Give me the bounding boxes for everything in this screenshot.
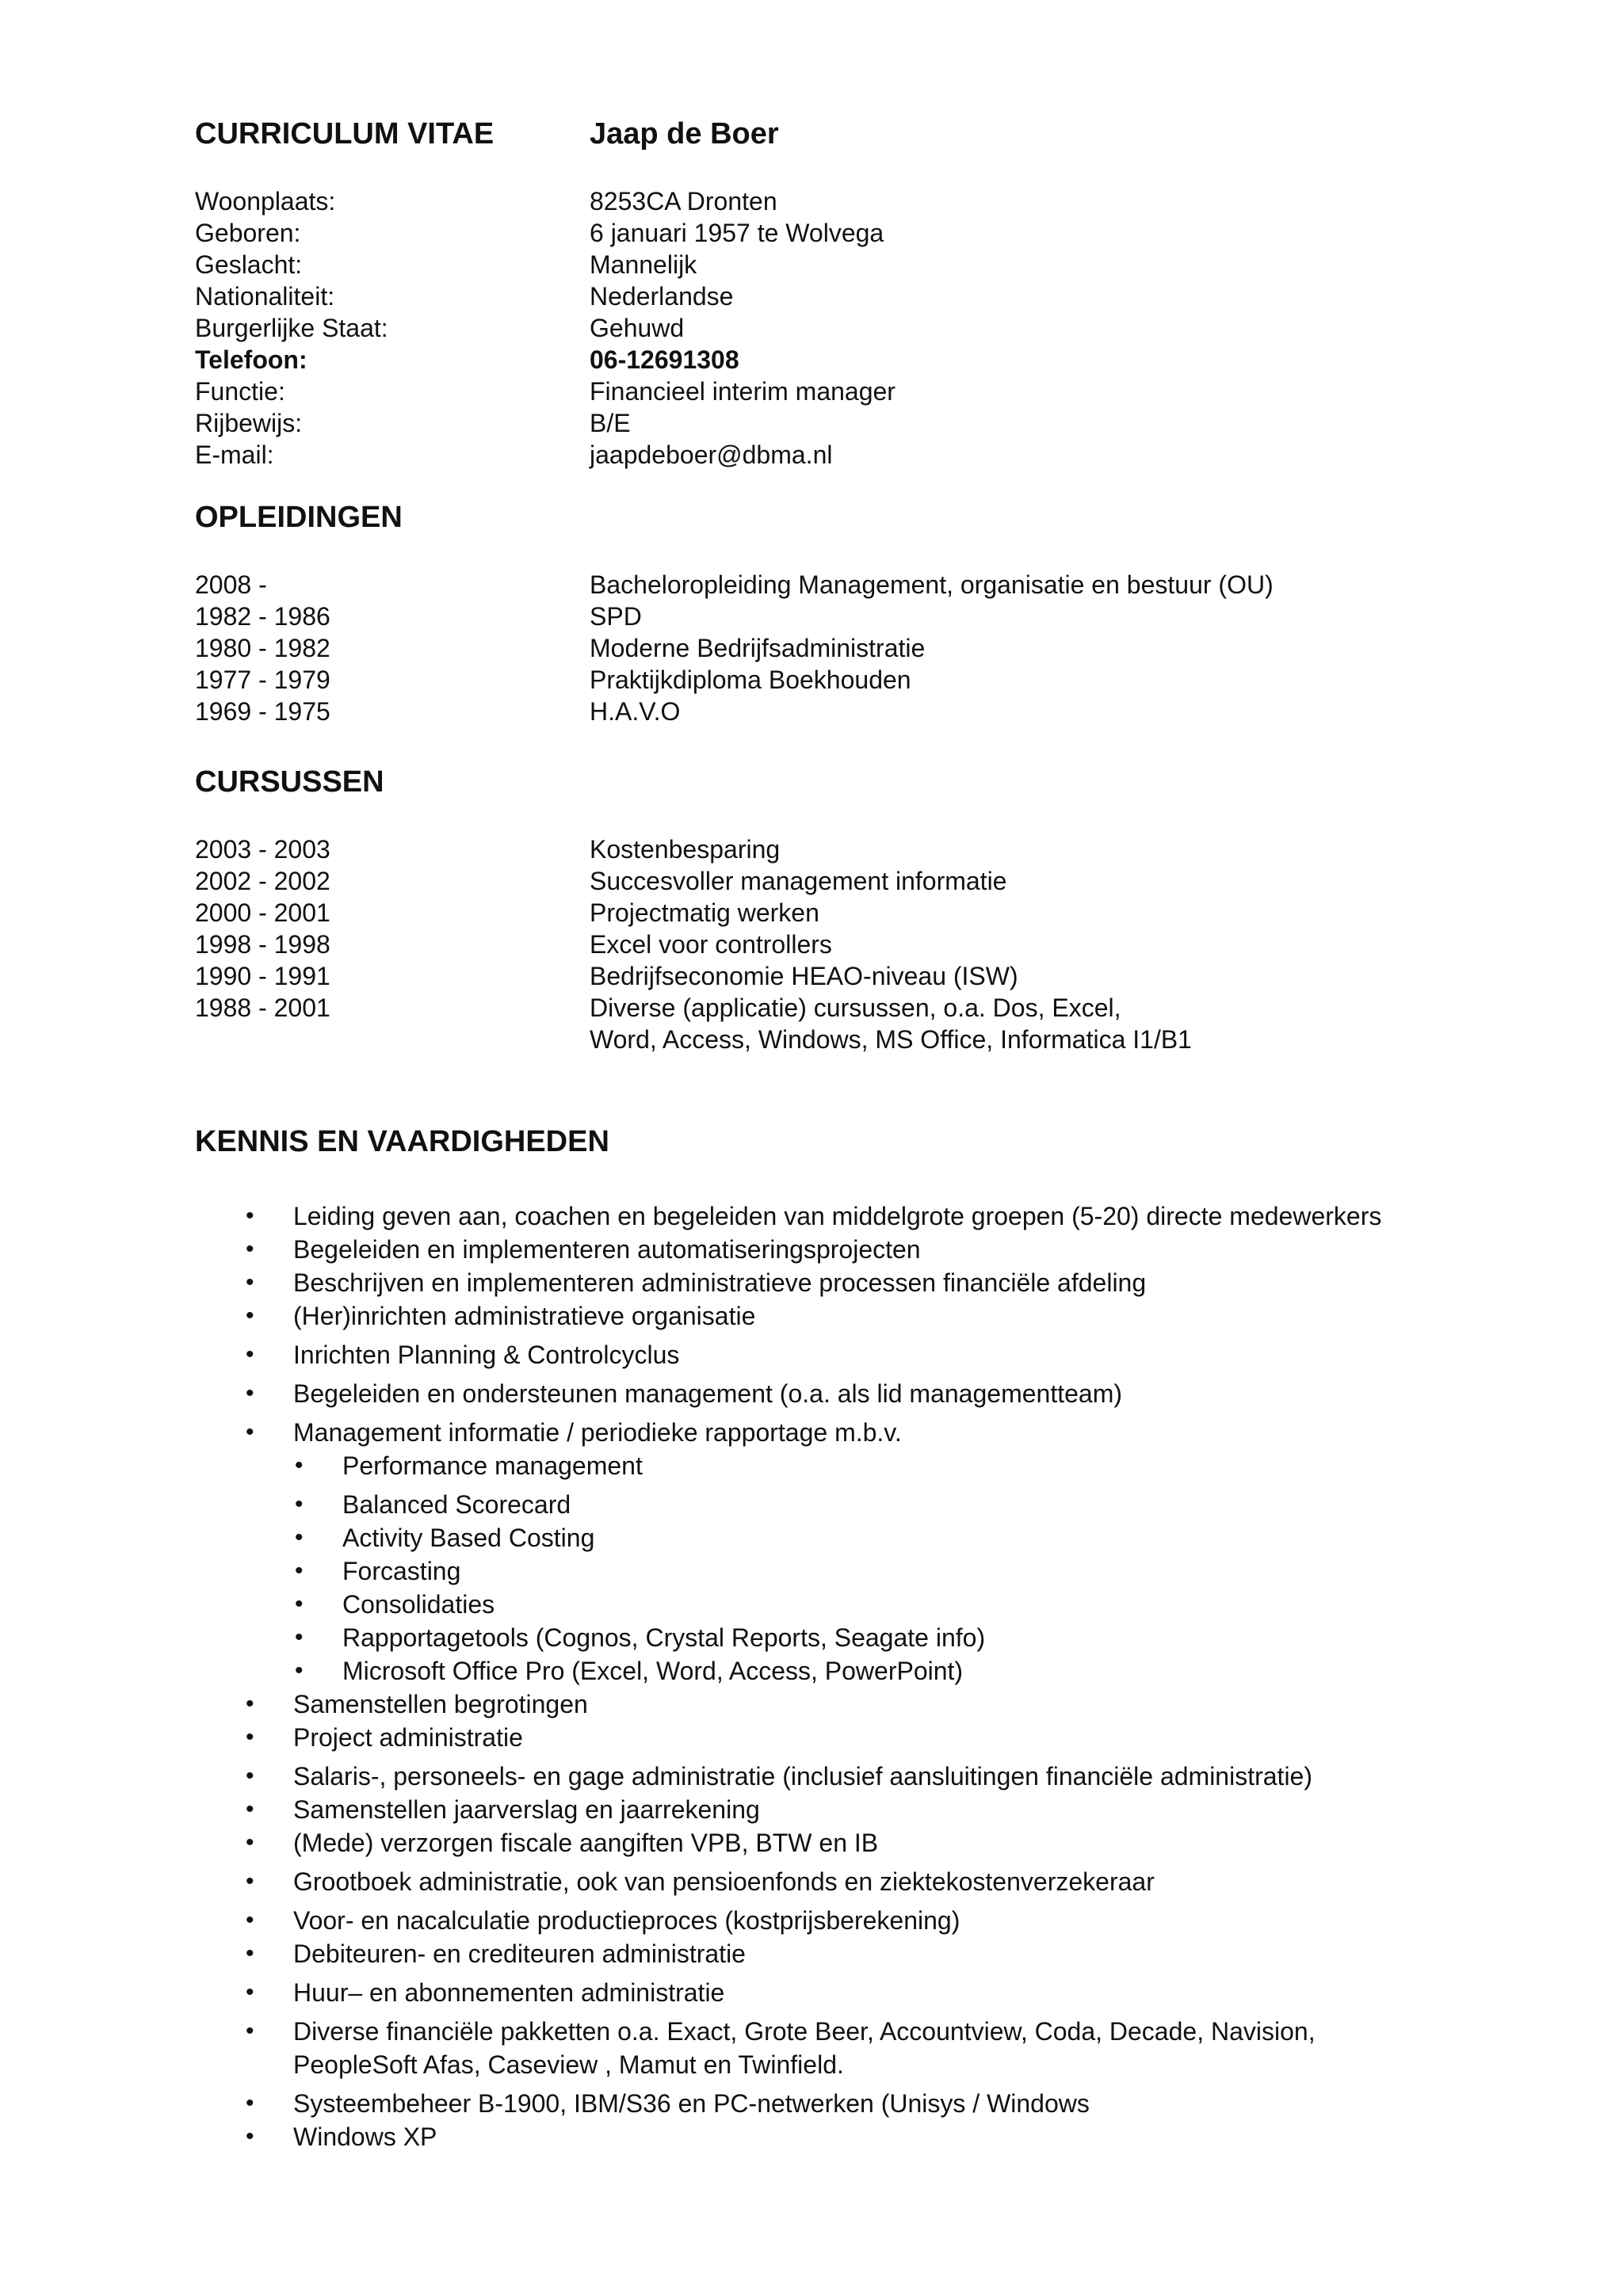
skill-text: Huur– en abonnementen administratie — [293, 1978, 725, 2007]
sub-skill-item — [195, 1489, 1590, 1520]
bullet-icon: • — [246, 2018, 254, 2044]
bullet-icon: • — [246, 1829, 254, 1855]
skill-text: (Her)inrichten administratieve organisatie — [293, 1302, 756, 1330]
opleiding-row — [195, 664, 1590, 696]
skill-item — [195, 2088, 1590, 2119]
bullet-icon: • — [295, 1624, 304, 1650]
skill-text: Systeembeheer B-1900, IBM/S36 en PC-netwerken (Unisys / Windows — [293, 2089, 1090, 2118]
opleiding-row — [195, 632, 1590, 664]
personal-value: jaapdeboer@dbma.nl — [590, 441, 833, 469]
skill-text: Grootboek administratie, ook van pensioenfonds en ziektekostenverzekeraar — [293, 1867, 1155, 1896]
skill-item — [195, 1417, 1590, 1448]
cursus-value: Kostenbesparing — [590, 835, 781, 864]
cursus-value: Succesvoller management informatie — [590, 867, 1007, 895]
bullet-icon: • — [295, 1452, 304, 1478]
cursus-row — [195, 833, 1590, 865]
personal-label: Functie: — [195, 377, 285, 406]
skill-text: Balanced Scorecard — [342, 1490, 571, 1519]
bullet-icon: • — [246, 2090, 254, 2116]
sub-skill-item — [195, 1450, 1590, 1482]
personal-value: Mannelijk — [590, 250, 697, 279]
bullet-icon: • — [246, 1868, 254, 1894]
skill-text: Management informatie / periodieke rapportage m.b.v. — [293, 1418, 902, 1447]
cursus-label: 1998 - 1998 — [195, 930, 330, 959]
skill-text: Windows XP — [293, 2122, 437, 2151]
cursussen-list — [195, 833, 1590, 1055]
bullet-icon: • — [295, 1491, 304, 1517]
personal-label: Geboren: — [195, 219, 301, 247]
sub-skill-item — [195, 1555, 1590, 1587]
opleiding-value: Praktijkdiploma Boekhouden — [590, 666, 911, 694]
skills-list — [195, 1200, 1590, 2153]
opleiding-value: SPD — [590, 602, 642, 631]
skill-text: PeopleSoft Afas, Caseview , Mamut en Twinfield. — [293, 2050, 844, 2079]
opleiding-label: 1969 - 1975 — [195, 697, 330, 726]
bullet-icon: • — [246, 1691, 254, 1717]
cursus-row — [195, 960, 1590, 992]
opleiding-label: 1980 - 1982 — [195, 634, 330, 662]
skill-text: Samenstellen begrotingen — [293, 1690, 588, 1718]
skill-text: Microsoft Office Pro (Excel, Word, Access, PowerPoint) — [342, 1657, 964, 1685]
personal-value: 06-12691308 — [590, 345, 739, 374]
cursus-value: Diverse (applicatie) cursussen, o.a. Dos, Excel, — [590, 994, 1121, 1022]
personal-row — [195, 312, 1590, 344]
opleiding-value: Bacheloropleiding Management, organisatie en bestuur (OU) — [590, 570, 1274, 599]
cursus-row — [195, 992, 1590, 1024]
opleiding-row — [195, 696, 1590, 727]
bullet-icon: • — [246, 1979, 254, 2005]
cursus-row — [195, 865, 1590, 897]
skill-text: Begeleiden en implementeren automatiseringsprojecten — [293, 1235, 921, 1264]
skill-item — [195, 2016, 1590, 2047]
person-name: Jaap de Boer — [590, 117, 779, 151]
skill-text: Rapportagetools (Cognos, Crystal Reports, Seagate info) — [342, 1623, 986, 1652]
skill-item — [195, 1378, 1590, 1409]
bullet-icon: • — [246, 1763, 254, 1789]
skill-text: Diverse financiële pakketten o.a. Exact, Grote Beer, Accountview, Coda, Decade, Navision, — [293, 2017, 1316, 2046]
opleiding-value: Moderne Bedrijfsadministratie — [590, 634, 926, 662]
cursus-label: 1990 - 1991 — [195, 962, 330, 990]
personal-value: Financieel interim manager — [590, 377, 896, 406]
skill-text: Leiding geven aan, coachen en begeleiden van middelgrote groepen (5-20) directe medewerkers — [293, 1202, 1382, 1230]
bullet-icon: • — [246, 1302, 254, 1329]
skill-item — [195, 1938, 1590, 1970]
personal-value: B/E — [590, 409, 631, 437]
personal-row — [195, 185, 1590, 217]
opleiding-row — [195, 569, 1590, 601]
bullet-icon: • — [246, 1419, 254, 1445]
bullet-icon: • — [295, 1657, 304, 1684]
personal-label: Nationaliteit: — [195, 282, 335, 311]
personal-label: Telefoon: — [195, 345, 307, 374]
skill-item — [195, 1300, 1590, 1332]
skill-item — [195, 1688, 1590, 1720]
opleiding-label: 2008 - — [195, 570, 267, 599]
cursus-value: Projectmatig werken — [590, 898, 819, 927]
cursus-label: 2000 - 2001 — [195, 898, 330, 927]
cursus-row — [195, 929, 1590, 960]
cursus-label: 2003 - 2003 — [195, 835, 330, 864]
personal-row — [195, 249, 1590, 280]
opleiding-label: 1977 - 1979 — [195, 666, 330, 694]
skill-item — [195, 2121, 1590, 2153]
cursus-label: 2002 - 2002 — [195, 867, 330, 895]
bullet-icon: • — [246, 1940, 254, 1966]
skill-text: Inrichten Planning & Controlcyclus — [293, 1341, 680, 1369]
personal-value: Nederlandse — [590, 282, 734, 311]
skill-item — [195, 1977, 1590, 2008]
opleidingen-list — [195, 569, 1590, 727]
bullet-icon: • — [246, 1796, 254, 1822]
cursus-value: Bedrijfseconomie HEAO-niveau (ISW) — [590, 962, 1018, 990]
sub-skill-item — [195, 1589, 1590, 1620]
document-title: CURRICULUM VITAE — [195, 117, 495, 151]
skill-text: Begeleiden en ondersteunen management (o.a. als lid managementteam) — [293, 1379, 1122, 1408]
skill-text: Voor- en nacalculatie productieproces (kostprijsberekening) — [293, 1906, 960, 1935]
cursus-row — [195, 1024, 1590, 1055]
sub-skill-item — [195, 1622, 1590, 1653]
skill-item — [195, 1827, 1590, 1859]
skill-item — [195, 2049, 1590, 2081]
bullet-icon: • — [246, 2123, 254, 2149]
bullet-icon: • — [246, 1203, 254, 1229]
skill-text: Debiteuren- en crediteuren administratie — [293, 1939, 746, 1968]
skill-item — [195, 1760, 1590, 1792]
bullet-icon: • — [246, 1236, 254, 1262]
personal-row — [195, 344, 1590, 376]
personal-value: 6 januari 1957 te Wolvega — [590, 219, 884, 247]
skill-text: (Mede) verzorgen fiscale aangiften VPB, BTW en IB — [293, 1829, 879, 1857]
personal-row — [195, 439, 1590, 471]
personal-row — [195, 280, 1590, 312]
skill-text: Beschrijven en implementeren administratieve processen financiële afdeling — [293, 1268, 1147, 1297]
skill-item — [195, 1905, 1590, 1936]
personal-label: Woonplaats: — [195, 187, 336, 215]
opleiding-row — [195, 601, 1590, 632]
skill-text: Performance management — [342, 1451, 643, 1480]
opleiding-value: H.A.V.O — [590, 697, 681, 726]
bullet-icon: • — [246, 1269, 254, 1295]
cursus-value: Excel voor controllers — [590, 930, 832, 959]
cursus-row — [195, 897, 1590, 929]
personal-details — [195, 185, 1590, 471]
section-heading-kennis: KENNIS EN VAARDIGHEDEN — [195, 1125, 609, 1158]
skill-text: Samenstellen jaarverslag en jaarrekening — [293, 1795, 760, 1824]
personal-row — [195, 217, 1590, 249]
skill-text: Activity Based Costing — [342, 1524, 595, 1552]
skill-item — [195, 1722, 1590, 1753]
skill-text: Consolidaties — [342, 1590, 495, 1619]
bullet-icon: • — [295, 1591, 304, 1617]
bullet-icon: • — [246, 1380, 254, 1406]
skill-item — [195, 1200, 1590, 1232]
personal-value: Gehuwd — [590, 314, 685, 342]
personal-row — [195, 376, 1590, 407]
personal-label: Burgerlijke Staat: — [195, 314, 388, 342]
personal-label: E-mail: — [195, 441, 274, 469]
sub-skill-item — [195, 1522, 1590, 1554]
bullet-icon: • — [246, 1907, 254, 1933]
bullet-icon: • — [295, 1558, 304, 1584]
section-heading-cursussen: CURSUSSEN — [195, 765, 384, 799]
bullet-icon: • — [295, 1524, 304, 1550]
bullet-icon: • — [246, 1724, 254, 1750]
skill-text: Forcasting — [342, 1557, 461, 1585]
skill-item — [195, 1339, 1590, 1371]
personal-row — [195, 407, 1590, 439]
cursus-value: Word, Access, Windows, MS Office, Informatica I1/B1 — [590, 1025, 1192, 1054]
section-heading-opleidingen: OPLEIDINGEN — [195, 501, 403, 534]
bullet-icon: • — [246, 1341, 254, 1367]
sub-skill-item — [195, 1655, 1590, 1687]
opleiding-label: 1982 - 1986 — [195, 602, 330, 631]
personal-value: 8253CA Dronten — [590, 187, 777, 215]
skill-item — [195, 1267, 1590, 1299]
skill-text: Salaris-, personeels- en gage administratie (inclusief aansluitingen financiële administratie) — [293, 1762, 1312, 1791]
skill-item — [195, 1794, 1590, 1825]
skill-text: Project administratie — [293, 1723, 523, 1752]
cursus-label: 1988 - 2001 — [195, 994, 330, 1022]
skill-item — [195, 1866, 1590, 1897]
skill-item — [195, 1234, 1590, 1265]
personal-label: Geslacht: — [195, 250, 303, 279]
personal-label: Rijbewijs: — [195, 409, 303, 437]
